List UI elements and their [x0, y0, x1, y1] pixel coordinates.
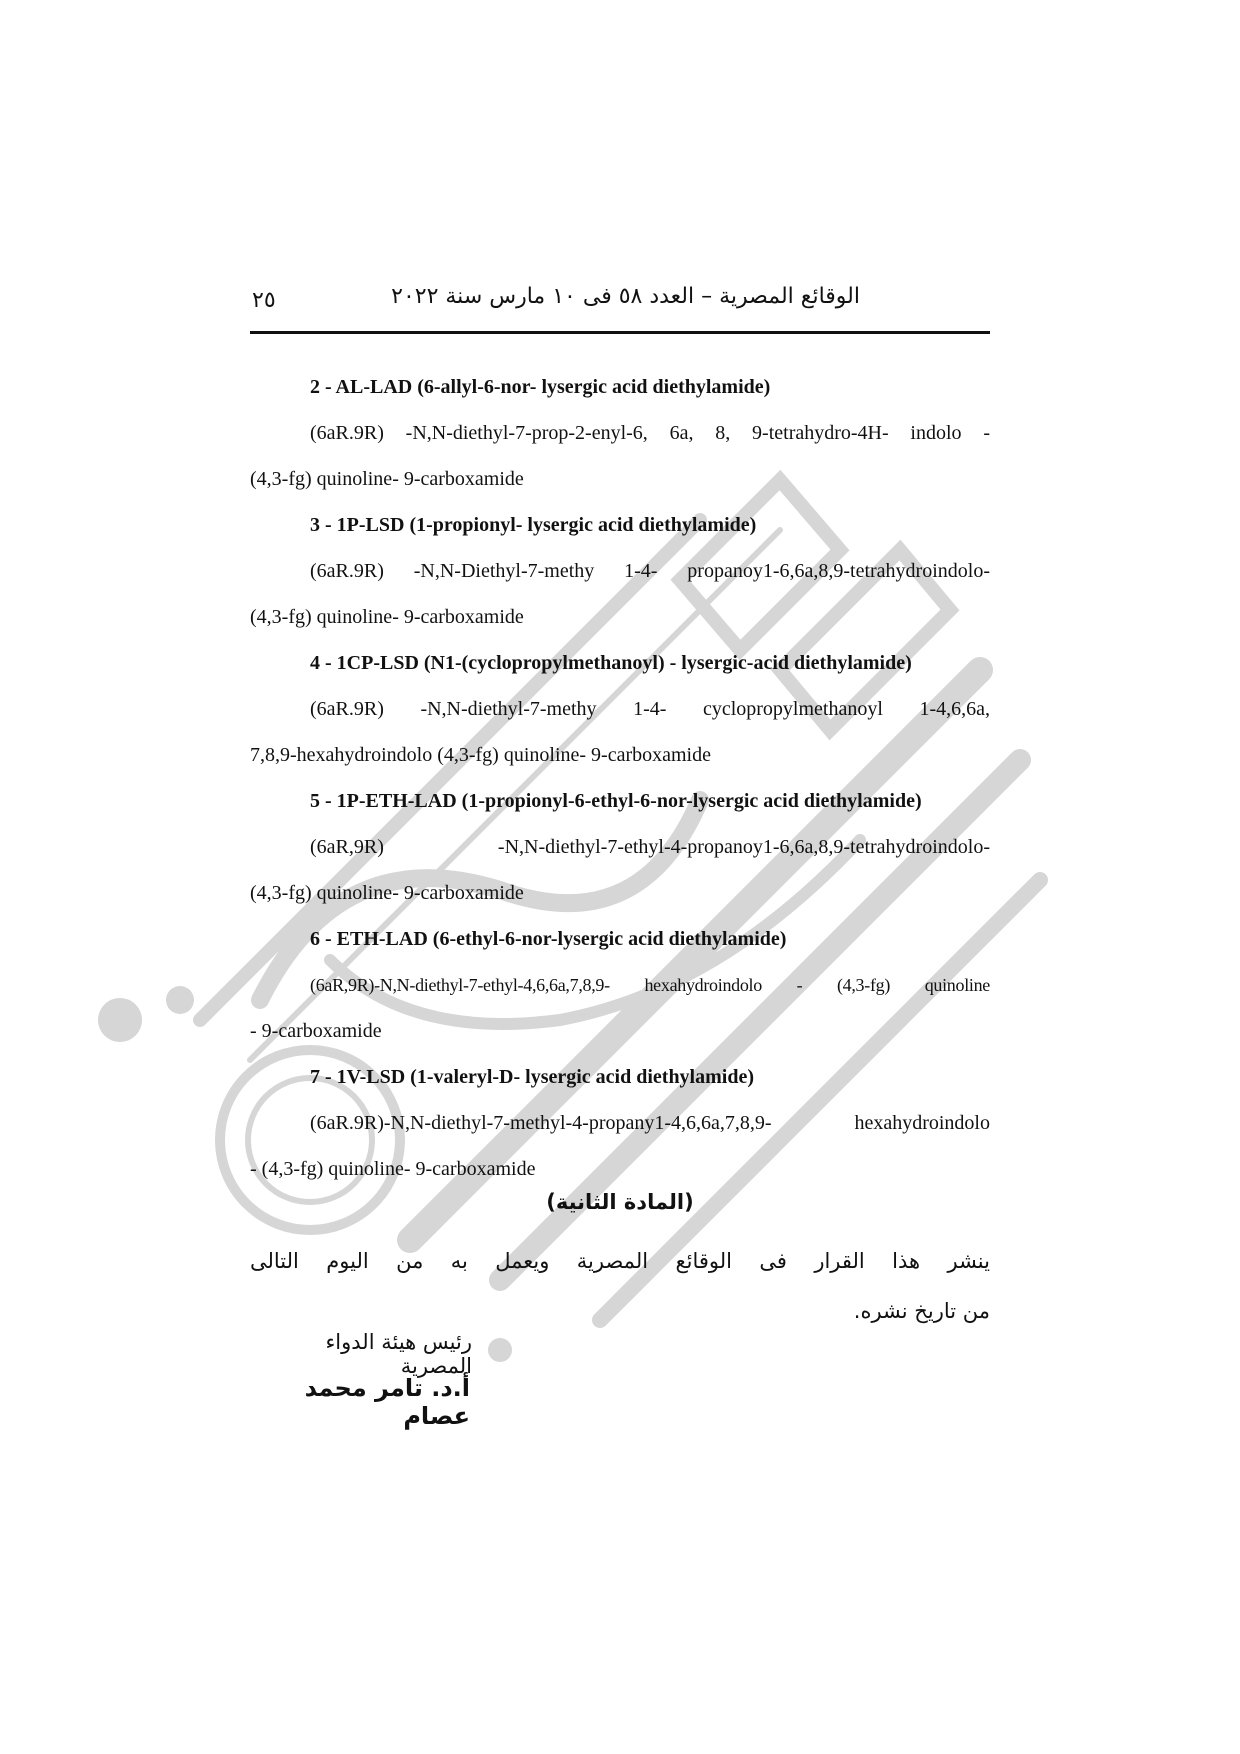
- watermark-dot: [98, 998, 142, 1042]
- substance-entry: [250, 502, 990, 640]
- substance-list: [250, 364, 990, 1192]
- page-number: ٢٥: [252, 288, 276, 313]
- article-text-line: ينشر هذا القرار فى الوقائع المصرية ويعمل به من اليوم التالى: [250, 1249, 990, 1273]
- entry-title: 3 - 1P-LSD (1-propionyl- lysergic acid diethylamide): [310, 514, 757, 536]
- entry-chemical-name-cont: - 9-carboxamide: [250, 1020, 382, 1042]
- article-body: [250, 1236, 990, 1336]
- entry-chemical-name: (6aR.9R) -N,N-diethyl-7-prop-2-enyl-6, 6a, 8, 9-tetrahydro-4H- indolo -: [310, 422, 990, 444]
- article-text-line: من تاريخ نشره.: [853, 1299, 990, 1323]
- entry-chemical-name-cont: - (4,3-fg) quinoline- 9-carboxamide: [250, 1158, 536, 1180]
- entry-chemical-name: (6aR.9R)-N,N-diethyl-7-methyl-4-propany1-4,6,6a,7,8,9- hexahydroindolo: [310, 1112, 990, 1134]
- entry-title: 5 - 1P-ETH-LAD (1-propionyl-6-ethyl-6-nor-lysergic acid diethylamide): [310, 790, 922, 812]
- entry-title: 4 - 1CP-LSD (N1-(cyclopropylmethanoyl) - lysergic-acid diethylamide): [310, 652, 912, 674]
- header-divider: [250, 331, 990, 334]
- entry-chemical-name: (6aR.9R) -N,N-Diethyl-7-methy 1-4- propanoy1-6,6a,8,9-tetrahydroindolo-: [310, 560, 990, 582]
- signer-title: رئيس هيئة الدواء المصرية: [325, 1330, 472, 1378]
- entry-title: 7 - 1V-LSD (1-valeryl-D- lysergic acid diethylamide): [310, 1066, 754, 1088]
- page-header: [250, 284, 990, 334]
- watermark-dot: [166, 986, 194, 1014]
- entry-title: 6 - ETH-LAD (6-ethyl-6-nor-lysergic acid diethylamide): [310, 928, 787, 950]
- substance-entry: [250, 364, 990, 502]
- signer-name: أ.د. تامر محمد عصام: [304, 1374, 470, 1430]
- entry-chemical-name: (6aR,9R) -N,N-diethyl-7-ethyl-4-propanoy1-6,6a,8,9-tetrahydroindolo-: [310, 836, 990, 858]
- entry-chemical-name: (6aR,9R)-N,N-diethyl-7-ethyl-4,6,6a,7,8,9- hexahydroindolo - (4,3-fg) quinoline: [310, 975, 990, 995]
- entry-chemical-name-cont: (4,3-fg) quinoline- 9-carboxamide: [250, 468, 524, 490]
- watermark-dot: [488, 1338, 512, 1362]
- substance-entry: [250, 1054, 990, 1192]
- entry-chemical-name: (6aR.9R) -N,N-diethyl-7-methy 1-4- cyclopropylmethanoyl 1-4,6,6a,: [310, 698, 990, 720]
- gazette-header-title: الوقائع المصرية – العدد ٥٨ فى ١٠ مارس سنة ٢٠٢٢: [391, 284, 860, 309]
- entry-chemical-name-cont: (4,3-fg) quinoline- 9-carboxamide: [250, 606, 524, 628]
- substance-entry: [250, 640, 990, 778]
- entry-chemical-name-cont: (4,3-fg) quinoline- 9-carboxamide: [250, 882, 524, 904]
- entry-chemical-name-cont: 7,8,9-hexahydroindolo (4,3-fg) quinoline- 9-carboxamide: [250, 744, 711, 766]
- substance-entry: [250, 916, 990, 1054]
- entry-title: 2 - AL-LAD (6-allyl-6-nor- lysergic acid diethylamide): [310, 376, 771, 398]
- article-heading: (المادة الثانية): [546, 1190, 694, 1214]
- substance-entry: [250, 778, 990, 916]
